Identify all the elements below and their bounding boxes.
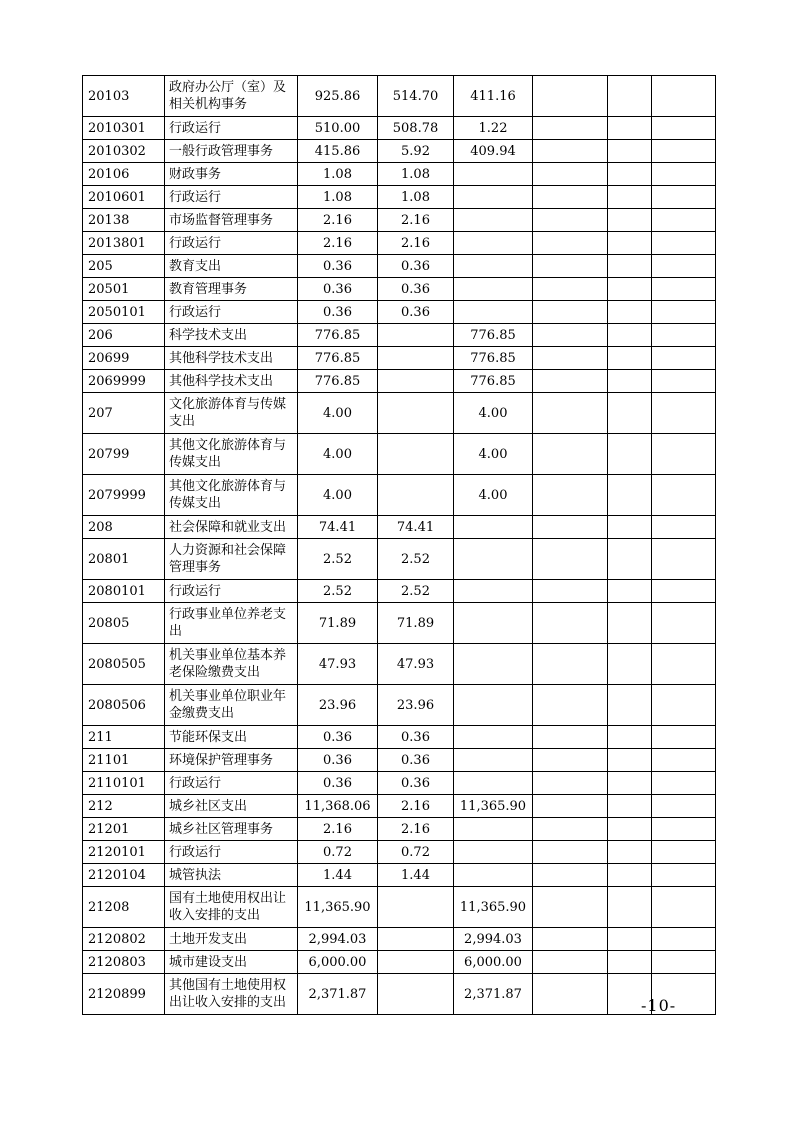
cell-value-4 xyxy=(533,974,608,1015)
table-row xyxy=(83,255,716,278)
cell-value-6 xyxy=(652,117,716,140)
cell-name: 财政事务 xyxy=(165,163,298,186)
cell-value-2 xyxy=(378,393,454,434)
table-row xyxy=(83,603,716,644)
cell-value-6 xyxy=(652,324,716,347)
cell-value-4 xyxy=(533,928,608,951)
cell-code: 2050101 xyxy=(83,301,165,324)
cell-code: 2120899 xyxy=(83,974,165,1015)
cell-value-3 xyxy=(454,818,533,841)
cell-code: 20805 xyxy=(83,603,165,644)
cell-name: 行政事业单位养老支出 xyxy=(165,603,298,644)
cell-code: 2010601 xyxy=(83,186,165,209)
cell-code: 20801 xyxy=(83,539,165,580)
cell-value-1: 4.00 xyxy=(298,393,378,434)
cell-value-4 xyxy=(533,864,608,887)
cell-value-3 xyxy=(454,539,533,580)
cell-value-6 xyxy=(652,928,716,951)
cell-value-3: 4.00 xyxy=(454,393,533,434)
cell-value-3 xyxy=(454,278,533,301)
table-row xyxy=(83,186,716,209)
cell-value-2: 0.36 xyxy=(378,301,454,324)
cell-value-4 xyxy=(533,255,608,278)
cell-value-6 xyxy=(652,434,716,475)
cell-value-5 xyxy=(608,516,652,539)
cell-value-1: 11,368.06 xyxy=(298,795,378,818)
table-row xyxy=(83,974,716,1015)
cell-value-2: 508.78 xyxy=(378,117,454,140)
cell-value-4 xyxy=(533,685,608,726)
cell-value-1: 776.85 xyxy=(298,324,378,347)
cell-value-3 xyxy=(454,749,533,772)
cell-value-2 xyxy=(378,928,454,951)
cell-code: 20501 xyxy=(83,278,165,301)
table-row xyxy=(83,140,716,163)
cell-value-3 xyxy=(454,301,533,324)
cell-code: 2110101 xyxy=(83,772,165,795)
cell-name: 其他文化旅游体育与传媒支出 xyxy=(165,475,298,516)
cell-value-4 xyxy=(533,76,608,117)
cell-value-5 xyxy=(608,255,652,278)
cell-value-1: 4.00 xyxy=(298,434,378,475)
cell-value-1: 415.86 xyxy=(298,140,378,163)
table-row xyxy=(83,726,716,749)
cell-value-2 xyxy=(378,347,454,370)
cell-value-5 xyxy=(608,685,652,726)
table-row xyxy=(83,685,716,726)
table-row xyxy=(83,818,716,841)
cell-value-5 xyxy=(608,726,652,749)
cell-value-6 xyxy=(652,278,716,301)
cell-code: 205 xyxy=(83,255,165,278)
cell-name: 人力资源和社会保障管理事务 xyxy=(165,539,298,580)
cell-value-4 xyxy=(533,644,608,685)
cell-value-6 xyxy=(652,772,716,795)
cell-value-4 xyxy=(533,795,608,818)
cell-value-6 xyxy=(652,887,716,928)
cell-name: 行政运行 xyxy=(165,232,298,255)
cell-name: 行政运行 xyxy=(165,301,298,324)
cell-value-6 xyxy=(652,186,716,209)
cell-value-1: 2,371.87 xyxy=(298,974,378,1015)
cell-value-3 xyxy=(454,864,533,887)
cell-value-4 xyxy=(533,749,608,772)
cell-value-2: 2.52 xyxy=(378,580,454,603)
table-row xyxy=(83,76,716,117)
cell-value-1: 1.08 xyxy=(298,163,378,186)
cell-code: 21208 xyxy=(83,887,165,928)
cell-value-2: 0.36 xyxy=(378,749,454,772)
cell-value-3: 11,365.90 xyxy=(454,795,533,818)
cell-name: 国有土地使用权出让收入安排的支出 xyxy=(165,887,298,928)
cell-name: 教育支出 xyxy=(165,255,298,278)
cell-value-5 xyxy=(608,209,652,232)
cell-value-6 xyxy=(652,749,716,772)
table-row xyxy=(83,772,716,795)
cell-name: 城乡社区管理事务 xyxy=(165,818,298,841)
cell-value-6 xyxy=(652,818,716,841)
cell-name: 行政运行 xyxy=(165,772,298,795)
cell-value-4 xyxy=(533,393,608,434)
cell-value-2 xyxy=(378,887,454,928)
cell-value-2: 2.16 xyxy=(378,818,454,841)
cell-code: 2080505 xyxy=(83,644,165,685)
cell-value-2: 23.96 xyxy=(378,685,454,726)
table-row xyxy=(83,370,716,393)
cell-value-4 xyxy=(533,232,608,255)
cell-value-6 xyxy=(652,795,716,818)
cell-value-6 xyxy=(652,841,716,864)
cell-value-2: 0.72 xyxy=(378,841,454,864)
cell-value-4 xyxy=(533,209,608,232)
cell-value-3 xyxy=(454,186,533,209)
cell-value-2 xyxy=(378,324,454,347)
table-row xyxy=(83,347,716,370)
cell-name: 节能环保支出 xyxy=(165,726,298,749)
page-number: -10- xyxy=(641,996,677,1015)
cell-name: 其他国有土地使用权出让收入安排的支出 xyxy=(165,974,298,1015)
cell-value-5 xyxy=(608,603,652,644)
cell-value-5 xyxy=(608,301,652,324)
cell-name: 教育管理事务 xyxy=(165,278,298,301)
cell-value-5 xyxy=(608,370,652,393)
cell-value-3: 2,371.87 xyxy=(454,974,533,1015)
budget-table xyxy=(82,75,716,1015)
cell-value-4 xyxy=(533,140,608,163)
cell-value-1: 1.44 xyxy=(298,864,378,887)
cell-value-3 xyxy=(454,603,533,644)
cell-code: 211 xyxy=(83,726,165,749)
cell-name: 其他文化旅游体育与传媒支出 xyxy=(165,434,298,475)
cell-value-2: 514.70 xyxy=(378,76,454,117)
cell-name: 土地开发支出 xyxy=(165,928,298,951)
cell-value-2: 1.08 xyxy=(378,186,454,209)
cell-value-4 xyxy=(533,887,608,928)
cell-value-6 xyxy=(652,163,716,186)
cell-value-3: 411.16 xyxy=(454,76,533,117)
table-row xyxy=(83,928,716,951)
cell-value-5 xyxy=(608,951,652,974)
cell-value-1: 510.00 xyxy=(298,117,378,140)
cell-value-5 xyxy=(608,772,652,795)
cell-value-5 xyxy=(608,76,652,117)
cell-value-3 xyxy=(454,516,533,539)
cell-value-5 xyxy=(608,278,652,301)
table-row xyxy=(83,951,716,974)
cell-code: 2080101 xyxy=(83,580,165,603)
cell-name: 文化旅游体育与传媒支出 xyxy=(165,393,298,434)
cell-value-4 xyxy=(533,603,608,644)
cell-value-1: 0.36 xyxy=(298,255,378,278)
table-row xyxy=(83,887,716,928)
cell-value-6 xyxy=(652,301,716,324)
cell-name: 一般行政管理事务 xyxy=(165,140,298,163)
cell-code: 212 xyxy=(83,795,165,818)
cell-value-4 xyxy=(533,726,608,749)
cell-value-4 xyxy=(533,434,608,475)
cell-name: 行政运行 xyxy=(165,186,298,209)
cell-value-4 xyxy=(533,324,608,347)
cell-value-3: 776.85 xyxy=(454,347,533,370)
cell-value-6 xyxy=(652,516,716,539)
cell-code: 2079999 xyxy=(83,475,165,516)
cell-value-1: 0.36 xyxy=(298,278,378,301)
cell-value-1: 2.52 xyxy=(298,580,378,603)
cell-value-5 xyxy=(608,580,652,603)
cell-value-3 xyxy=(454,685,533,726)
table-row xyxy=(83,539,716,580)
cell-value-2: 2.16 xyxy=(378,209,454,232)
table-row xyxy=(83,434,716,475)
cell-value-1: 4.00 xyxy=(298,475,378,516)
cell-code: 207 xyxy=(83,393,165,434)
cell-value-4 xyxy=(533,951,608,974)
table-row xyxy=(83,475,716,516)
cell-code: 20106 xyxy=(83,163,165,186)
cell-value-4 xyxy=(533,772,608,795)
table-row xyxy=(83,864,716,887)
table-row xyxy=(83,516,716,539)
cell-name: 机关事业单位基本养老保险缴费支出 xyxy=(165,644,298,685)
cell-code: 21201 xyxy=(83,818,165,841)
cell-value-3 xyxy=(454,232,533,255)
cell-value-3: 776.85 xyxy=(454,324,533,347)
cell-name: 社会保障和就业支出 xyxy=(165,516,298,539)
cell-value-1: 2.52 xyxy=(298,539,378,580)
table-row xyxy=(83,393,716,434)
cell-value-1: 74.41 xyxy=(298,516,378,539)
cell-value-1: 47.93 xyxy=(298,644,378,685)
cell-name: 行政运行 xyxy=(165,580,298,603)
cell-value-4 xyxy=(533,347,608,370)
cell-value-4 xyxy=(533,278,608,301)
cell-value-4 xyxy=(533,163,608,186)
cell-value-1: 6,000.00 xyxy=(298,951,378,974)
cell-value-3 xyxy=(454,209,533,232)
cell-value-5 xyxy=(608,644,652,685)
cell-value-2: 5.92 xyxy=(378,140,454,163)
cell-code: 20699 xyxy=(83,347,165,370)
table-row xyxy=(83,163,716,186)
table-row xyxy=(83,580,716,603)
cell-value-1: 776.85 xyxy=(298,347,378,370)
table-row xyxy=(83,841,716,864)
cell-value-2: 2.52 xyxy=(378,539,454,580)
budget-table-body xyxy=(83,76,716,1015)
cell-value-1: 2.16 xyxy=(298,209,378,232)
cell-value-3: 11,365.90 xyxy=(454,887,533,928)
cell-value-3: 1.22 xyxy=(454,117,533,140)
cell-code: 2120101 xyxy=(83,841,165,864)
cell-value-3: 776.85 xyxy=(454,370,533,393)
cell-value-1: 925.86 xyxy=(298,76,378,117)
cell-value-4 xyxy=(533,117,608,140)
cell-value-6 xyxy=(652,644,716,685)
cell-value-4 xyxy=(533,516,608,539)
cell-value-3: 6,000.00 xyxy=(454,951,533,974)
cell-value-5 xyxy=(608,864,652,887)
cell-value-5 xyxy=(608,117,652,140)
cell-value-5 xyxy=(608,393,652,434)
cell-value-1: 1.08 xyxy=(298,186,378,209)
cell-value-6 xyxy=(652,209,716,232)
cell-value-6 xyxy=(652,685,716,726)
cell-value-5 xyxy=(608,795,652,818)
cell-value-6 xyxy=(652,951,716,974)
cell-code: 20103 xyxy=(83,76,165,117)
cell-value-5 xyxy=(608,928,652,951)
cell-code: 2010302 xyxy=(83,140,165,163)
cell-value-3: 4.00 xyxy=(454,475,533,516)
cell-value-5 xyxy=(608,232,652,255)
cell-value-2: 2.16 xyxy=(378,232,454,255)
cell-value-3 xyxy=(454,255,533,278)
cell-value-1: 2.16 xyxy=(298,818,378,841)
cell-code: 2120803 xyxy=(83,951,165,974)
cell-value-1: 0.36 xyxy=(298,726,378,749)
cell-value-2: 47.93 xyxy=(378,644,454,685)
table-row xyxy=(83,749,716,772)
cell-value-1: 2.16 xyxy=(298,232,378,255)
cell-value-6 xyxy=(652,76,716,117)
cell-value-6 xyxy=(652,393,716,434)
cell-value-3 xyxy=(454,772,533,795)
cell-value-2: 71.89 xyxy=(378,603,454,644)
cell-value-1: 2,994.03 xyxy=(298,928,378,951)
cell-name: 行政运行 xyxy=(165,841,298,864)
cell-code: 2010301 xyxy=(83,117,165,140)
table-row xyxy=(83,117,716,140)
cell-name: 政府办公厅（室）及相关机构事务 xyxy=(165,76,298,117)
cell-code: 208 xyxy=(83,516,165,539)
cell-code: 2080506 xyxy=(83,685,165,726)
table-row xyxy=(83,324,716,347)
cell-value-5 xyxy=(608,140,652,163)
cell-name: 城市建设支出 xyxy=(165,951,298,974)
table-row xyxy=(83,301,716,324)
cell-value-2 xyxy=(378,434,454,475)
cell-code: 20799 xyxy=(83,434,165,475)
table-row xyxy=(83,644,716,685)
cell-name: 城管执法 xyxy=(165,864,298,887)
table-row xyxy=(83,278,716,301)
cell-value-5 xyxy=(608,186,652,209)
cell-value-4 xyxy=(533,841,608,864)
cell-value-6 xyxy=(652,475,716,516)
cell-value-5 xyxy=(608,163,652,186)
cell-value-2 xyxy=(378,475,454,516)
cell-code: 2120104 xyxy=(83,864,165,887)
cell-value-3: 2,994.03 xyxy=(454,928,533,951)
cell-value-3 xyxy=(454,163,533,186)
cell-value-2: 0.36 xyxy=(378,726,454,749)
cell-value-1: 0.36 xyxy=(298,301,378,324)
cell-value-2: 2.16 xyxy=(378,795,454,818)
cell-value-3 xyxy=(454,726,533,749)
cell-name: 市场监督管理事务 xyxy=(165,209,298,232)
cell-value-5 xyxy=(608,539,652,580)
cell-code: 21101 xyxy=(83,749,165,772)
cell-value-4 xyxy=(533,580,608,603)
table-row xyxy=(83,232,716,255)
cell-value-5 xyxy=(608,347,652,370)
cell-code: 2069999 xyxy=(83,370,165,393)
cell-value-1: 776.85 xyxy=(298,370,378,393)
cell-name: 环境保护管理事务 xyxy=(165,749,298,772)
cell-name: 其他科学技术支出 xyxy=(165,347,298,370)
cell-value-5 xyxy=(608,475,652,516)
cell-value-6 xyxy=(652,580,716,603)
cell-value-6 xyxy=(652,255,716,278)
cell-value-5 xyxy=(608,818,652,841)
cell-value-4 xyxy=(533,818,608,841)
cell-value-3 xyxy=(454,841,533,864)
cell-value-2: 1.08 xyxy=(378,163,454,186)
cell-value-1: 0.72 xyxy=(298,841,378,864)
cell-value-1: 71.89 xyxy=(298,603,378,644)
cell-code: 206 xyxy=(83,324,165,347)
cell-value-3 xyxy=(454,580,533,603)
cell-value-2 xyxy=(378,951,454,974)
cell-name: 其他科学技术支出 xyxy=(165,370,298,393)
cell-value-6 xyxy=(652,232,716,255)
cell-value-6 xyxy=(652,864,716,887)
cell-value-2: 0.36 xyxy=(378,255,454,278)
cell-value-2: 1.44 xyxy=(378,864,454,887)
cell-value-1: 23.96 xyxy=(298,685,378,726)
cell-value-3: 4.00 xyxy=(454,434,533,475)
cell-value-2 xyxy=(378,974,454,1015)
cell-value-3: 409.94 xyxy=(454,140,533,163)
cell-value-2 xyxy=(378,370,454,393)
table-row xyxy=(83,209,716,232)
cell-name: 城乡社区支出 xyxy=(165,795,298,818)
cell-value-4 xyxy=(533,370,608,393)
cell-value-2: 74.41 xyxy=(378,516,454,539)
cell-value-4 xyxy=(533,475,608,516)
cell-value-6 xyxy=(652,347,716,370)
cell-code: 20138 xyxy=(83,209,165,232)
cell-value-5 xyxy=(608,324,652,347)
cell-value-6 xyxy=(652,603,716,644)
cell-value-6 xyxy=(652,539,716,580)
cell-value-6 xyxy=(652,140,716,163)
cell-code: 2120802 xyxy=(83,928,165,951)
table-row xyxy=(83,795,716,818)
cell-value-1: 11,365.90 xyxy=(298,887,378,928)
cell-value-5 xyxy=(608,887,652,928)
cell-value-6 xyxy=(652,726,716,749)
cell-value-5 xyxy=(608,749,652,772)
cell-value-3 xyxy=(454,644,533,685)
cell-value-6 xyxy=(652,370,716,393)
cell-value-4 xyxy=(533,539,608,580)
cell-value-4 xyxy=(533,186,608,209)
cell-code: 2013801 xyxy=(83,232,165,255)
cell-value-2: 0.36 xyxy=(378,278,454,301)
cell-value-5 xyxy=(608,841,652,864)
cell-value-2: 0.36 xyxy=(378,772,454,795)
cell-value-1: 0.36 xyxy=(298,749,378,772)
cell-value-1: 0.36 xyxy=(298,772,378,795)
cell-name: 行政运行 xyxy=(165,117,298,140)
cell-value-5 xyxy=(608,434,652,475)
cell-name: 机关事业单位职业年金缴费支出 xyxy=(165,685,298,726)
cell-name: 科学技术支出 xyxy=(165,324,298,347)
cell-value-4 xyxy=(533,301,608,324)
